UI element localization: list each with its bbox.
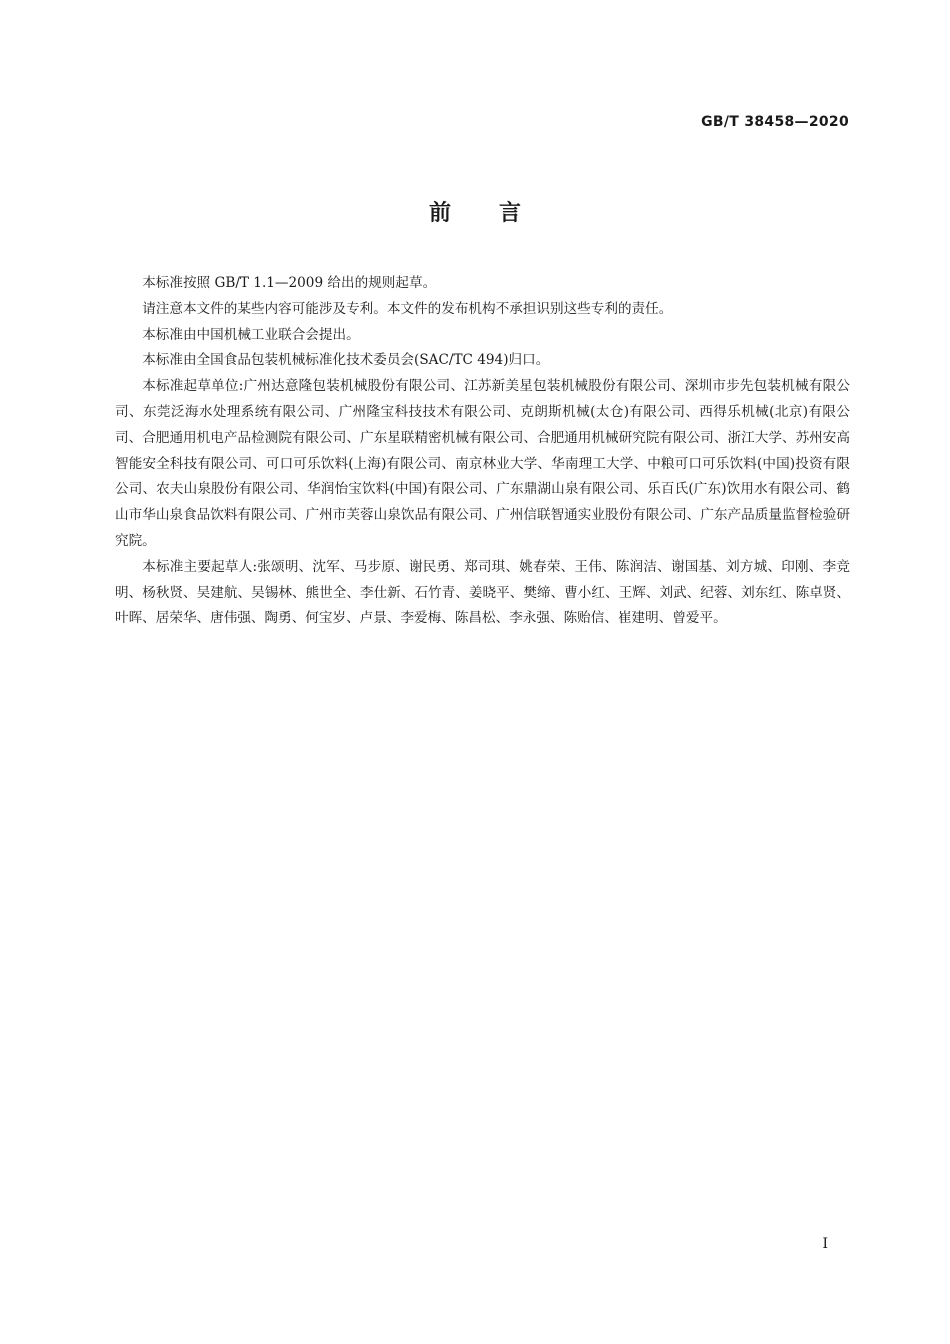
paragraph-proposed-by: 本标准由中国机械工业联合会提出。 [142,326,360,343]
paragraph-main-drafters: 本标准主要起草人:张颂明、沈军、马步原、谢民勇、郑司琪、姚春荣、王伟、陈润洁、谢国基、刘方城、印刚、李竞明、杨秋贤、吴建航、吴锡林、熊世全、李仕新、石竹青、姜晓平、樊缔、曹小红、王辉、刘武、纪蓉、刘东红、陈卓贤、叶晖、居荣华、唐伟强、陶勇、何宝岁、卢景、李爱梅、陈昌松、李永强、陈贻信、崔建明、曾爱平。 [115,558,850,627]
paragraph-under-jurisdiction: 本标准由全国食品包装机械标准化技术委员会(SAC/TC 494)归口。 [142,352,550,369]
standard-number: GB/T 38458—2020 [701,114,849,130]
page-title: 前言 [428,201,569,226]
paragraph-drafting-rules: 本标准按照 GB/T 1.1—2009 给出的规则起草。 [142,275,437,291]
paragraph-drafting-units: 本标准起草单位:广州达意隆包装机械股份有限公司、江苏新美星包装机械股份有限公司、深圳市步先包装机械有限公司、东莞泛海水处理系统有限公司、广州隆宝科技技术有限公司、克朗斯机械(太仓)有限公司、西得乐机械(北京)有限公司、合肥通用机电产品检测院有限公司、广东星联精密机械有限公司、合肥通用机械研究院有限公司、浙江大学、苏州安高智能安全科技有限公司、可口可乐饮料(上海)有限公司、南京林业大学、华南理工大学、中粮可口可乐饮料(中国)投资有限公司、农夫山泉股份有限公司、华润怡宝饮料(中国)有限公司、广东鼎湖山泉有限公司、乐百氏(广东)饮用水有限公司、鹤山市华山泉食品饮料有限公司、广州市芙蓉山泉饮品有限公司、广州信联智通实业股份有限公司、广东产品质量监督检验研究院。 [115,378,850,549]
page-number: I [822,1236,828,1252]
paragraph-patent-notice: 请注意本文件的某些内容可能涉及专利。本文件的发布机构不承担识别这些专利的责任。 [142,300,673,317]
foreword-body [115,271,850,632]
